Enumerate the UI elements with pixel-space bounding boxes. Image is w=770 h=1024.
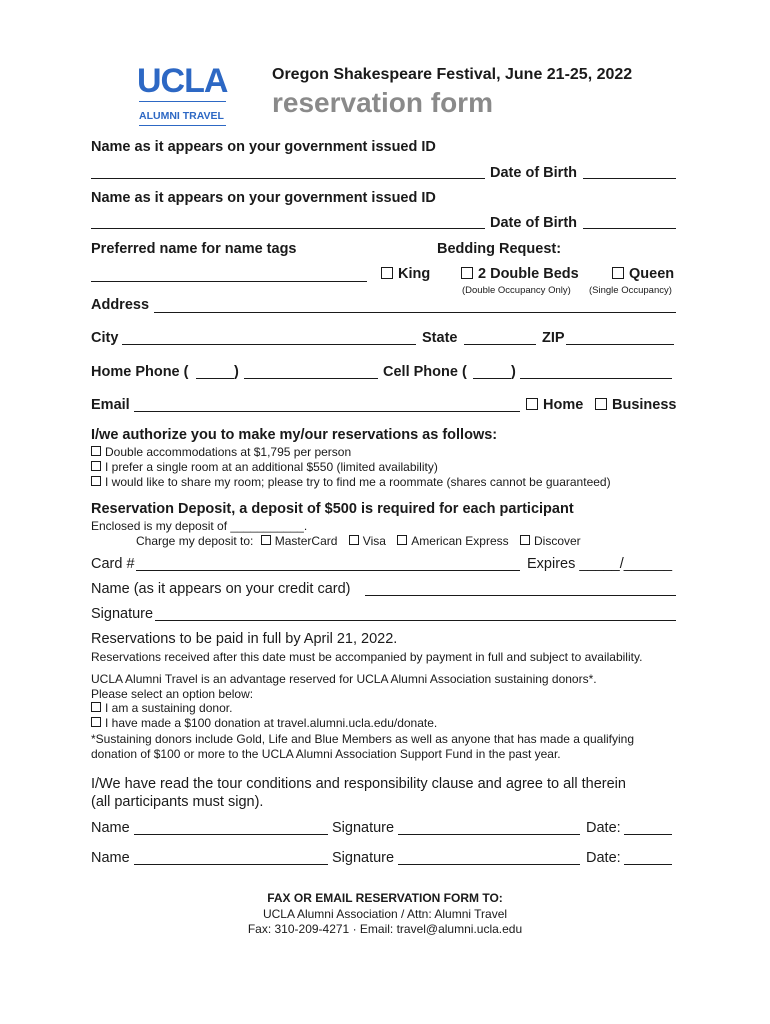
card-visa-option[interactable] — [349, 534, 386, 548]
traveler1-dob-label: Date of Birth — [490, 165, 577, 181]
zip-field[interactable] — [566, 344, 674, 345]
footer-address: UCLA Alumni Association / Attn: Alumni Travel — [262, 907, 508, 921]
king-label: King — [398, 266, 431, 282]
charge-deposit-label: Charge my deposit to: — [136, 534, 254, 548]
cc-name-label: Name (as it appears on your credit card) — [91, 581, 351, 597]
mastercard-label: MasterCard — [274, 534, 338, 548]
form-title: reservation form — [272, 87, 493, 118]
donor-intro: UCLA Alumni Travel is an advantage reserved for UCLA Alumni Association sustaining donors*. — [91, 672, 597, 686]
sustaining-donor-checkbox[interactable] — [91, 702, 101, 712]
donor-note-2: donation of $100 or more to the UCLA Alumni Association Support Fund in the past year. — [91, 747, 561, 761]
signoff1-name-field[interactable] — [134, 834, 328, 835]
logo-rule-bottom — [139, 125, 226, 126]
email-business-label: Business — [612, 397, 677, 413]
signoff2-name-label: Name — [91, 850, 130, 866]
authorize-heading: I/we authorize you to make my/our reservations as follows: — [91, 427, 498, 443]
traveler2-dob-field[interactable] — [583, 228, 676, 229]
signoff2-name-field[interactable] — [134, 864, 328, 865]
signoff1-name-label: Name — [91, 820, 130, 836]
event-title: Oregon Shakespeare Festival, June 21-25, 2022 — [272, 66, 633, 83]
traveler1-name-label: Name as it appears on your government issued ID — [91, 139, 436, 155]
traveler1-name-field[interactable] — [91, 178, 485, 179]
donor-select-prompt: Please select an option below: — [91, 687, 254, 701]
card-number-field[interactable] — [136, 570, 520, 571]
cell-phone-paren: ) — [511, 364, 516, 380]
authorize-double-label: Double accommodations at $1,795 per person — [105, 445, 352, 459]
double-label: 2 Double Beds — [478, 266, 579, 282]
donation-checkbox[interactable] — [91, 717, 101, 727]
bedding-double-option[interactable] — [461, 266, 579, 282]
ucla-logo-wordmark: UCLA — [137, 62, 228, 100]
address-label: Address — [91, 297, 150, 313]
amex-label: American Express — [411, 534, 509, 548]
ucla-logo-subtitle: ALUMNI TRAVEL — [139, 110, 224, 122]
state-field[interactable] — [464, 344, 536, 345]
footer-heading: FAX OR EMAIL RESERVATION FORM TO: — [267, 891, 503, 905]
visa-label: Visa — [362, 534, 386, 548]
authorize-share-label: I would like to share my room; please try to find me a roommate (shares cannot be guaranteed) — [105, 475, 611, 489]
zip-label: ZIP — [542, 330, 565, 346]
card-expires-label: Expires _____/______ — [527, 556, 673, 572]
signoff1-date-label: Date: — [586, 820, 621, 836]
signoff2-signature-field[interactable] — [398, 864, 580, 865]
bedding-request-label: Bedding Request: — [437, 241, 562, 257]
email-field[interactable] — [134, 411, 520, 412]
cc-signature-label: Signature — [91, 606, 154, 622]
email-home-option[interactable] — [526, 397, 583, 413]
card-number-label: Card # — [91, 556, 135, 572]
footer-contact: Fax: 310-209-4271 · Email: travel@alumni.ucla.edu — [247, 922, 523, 936]
bedding-king-option[interactable] — [381, 266, 430, 282]
card-amex-option[interactable] — [397, 534, 508, 548]
bedding-queen-option[interactable] — [612, 266, 674, 282]
authorize-single-label: I prefer a single room at an additional $550 (limited availability) — [105, 460, 438, 474]
donor-option-sustaining[interactable] — [91, 701, 232, 715]
signoff1-date-field[interactable] — [624, 834, 672, 835]
city-field[interactable] — [122, 344, 416, 345]
logo-rule-top — [139, 101, 226, 102]
state-label: State — [422, 330, 458, 346]
authorize-double-checkbox[interactable] — [91, 446, 101, 456]
traveler2-dob-label: Date of Birth — [490, 215, 577, 231]
agreement-line-2: (all participants must sign). — [91, 794, 264, 810]
card-mastercard-option[interactable] — [261, 534, 338, 548]
authorize-option-double[interactable] — [91, 445, 351, 459]
email-label: Email — [91, 397, 130, 413]
authorize-option-share[interactable] — [91, 475, 611, 489]
authorize-single-checkbox[interactable] — [91, 461, 101, 471]
cell-phone-field[interactable] — [520, 378, 672, 379]
donor-note-1: *Sustaining donors include Gold, Life and Blue Members as well as anyone that has made a qualifying — [91, 732, 634, 746]
cell-phone-label: Cell Phone ( — [383, 364, 467, 380]
preferred-name-label: Preferred name for name tags — [91, 241, 297, 257]
signoff1-signature-field[interactable] — [398, 834, 580, 835]
traveler1-dob-field[interactable] — [583, 178, 676, 179]
donor-option-donation[interactable] — [91, 716, 437, 730]
discover-checkbox[interactable] — [520, 535, 530, 545]
signoff2-date-label: Date: — [586, 850, 621, 866]
cc-name-field[interactable] — [365, 595, 676, 596]
double-occupancy-note: (Double Occupancy Only) — [462, 285, 571, 296]
deposit-enclosed: Enclosed is my deposit of ___________. — [91, 519, 308, 533]
email-business-option[interactable] — [595, 397, 676, 413]
king-checkbox[interactable] — [381, 267, 393, 279]
double-checkbox[interactable] — [461, 267, 473, 279]
card-discover-option[interactable] — [520, 534, 581, 548]
signoff2-signature-label: Signature — [332, 850, 395, 866]
traveler2-name-label: Name as it appears on your government issued ID — [91, 190, 436, 206]
home-phone-field[interactable] — [244, 378, 378, 379]
mastercard-checkbox[interactable] — [261, 535, 271, 545]
cell-phone-area-field[interactable] — [473, 378, 511, 379]
email-home-label: Home — [543, 397, 584, 413]
email-home-checkbox[interactable] — [526, 398, 538, 410]
single-occupancy-note: (Single Occupancy) — [589, 285, 672, 296]
payment-late-note: Reservations received after this date must be accompanied by payment in full and subject to availability. — [91, 650, 643, 664]
queen-checkbox[interactable] — [612, 267, 624, 279]
amex-checkbox[interactable] — [397, 535, 407, 545]
charge-deposit-row — [136, 534, 581, 548]
email-business-checkbox[interactable] — [595, 398, 607, 410]
visa-checkbox[interactable] — [349, 535, 359, 545]
home-phone-paren: ) — [234, 364, 239, 380]
signoff1-signature-label: Signature — [332, 820, 395, 836]
discover-label: Discover — [533, 534, 581, 548]
cc-signature-field[interactable] — [155, 620, 676, 621]
authorize-share-checkbox[interactable] — [91, 476, 101, 486]
payment-deadline: Reservations to be paid in full by April 21, 2022. — [91, 631, 398, 647]
deposit-heading: Reservation Deposit, a deposit of $500 is required for each participant — [91, 501, 574, 517]
traveler2-name-field[interactable] — [91, 228, 485, 229]
preferred-name-field[interactable] — [91, 281, 367, 282]
signoff2-date-field[interactable] — [624, 864, 672, 865]
agreement-line-1: I/We have read the tour conditions and responsibility clause and agree to all therein — [91, 776, 626, 792]
address-field[interactable] — [154, 312, 676, 313]
queen-label: Queen — [629, 266, 675, 282]
authorize-option-single[interactable] — [91, 460, 438, 474]
city-label: City — [91, 330, 119, 346]
home-phone-area-field[interactable] — [196, 378, 234, 379]
sustaining-donor-label: I am a sustaining donor. — [105, 701, 233, 715]
home-phone-label: Home Phone ( — [91, 364, 189, 380]
donation-label: I have made a $100 donation at travel.alumni.ucla.edu/donate. — [105, 716, 438, 730]
